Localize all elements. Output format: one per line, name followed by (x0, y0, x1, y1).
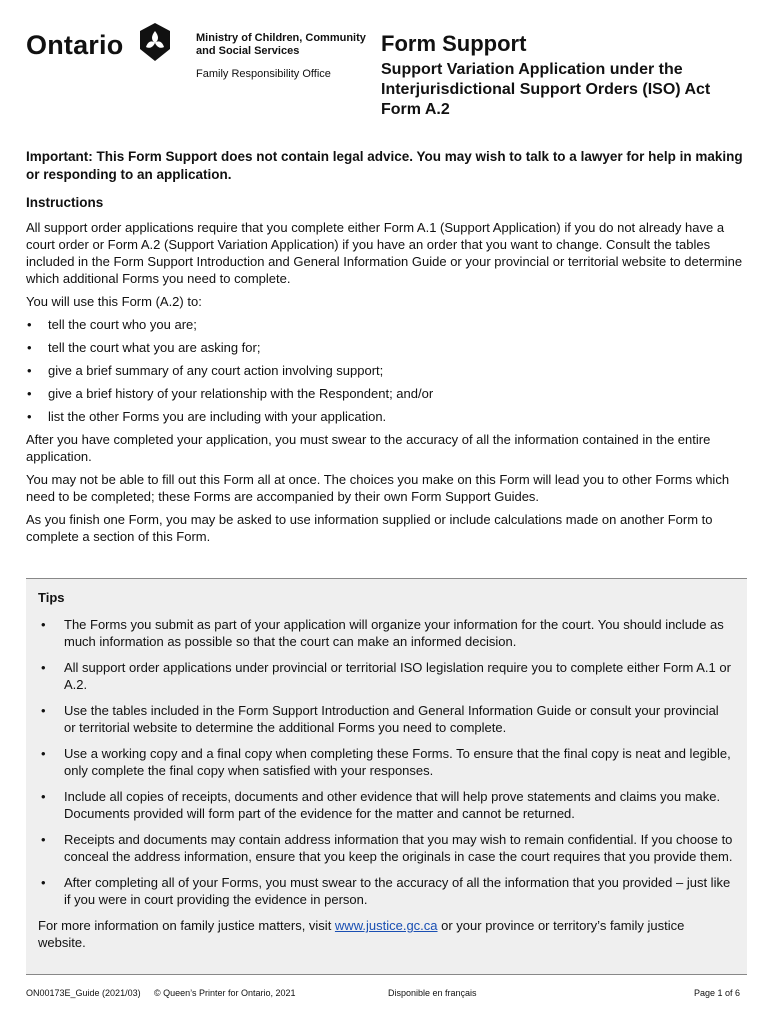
french-availability: Disponible en français (388, 988, 477, 998)
tips-heading: Tips (38, 590, 65, 605)
list-item (26, 408, 746, 425)
list-item-text: list the other Forms you are including with your application. (48, 409, 387, 424)
page-number: Page 1 of 6 (693, 988, 740, 998)
tip-item (38, 874, 733, 908)
bullet: • (27, 363, 32, 378)
tip-text: Use a working copy and a final copy when completing these Forms. To ensure that the final copy is neat and legible, only complete the final copy when satisfied with your responses. (64, 746, 731, 778)
tip-item (38, 831, 733, 865)
list-item (26, 316, 746, 333)
list-item-text: tell the court what you are asking for; (48, 340, 261, 355)
more-info-prefix: For more information on family justice matters, visit (38, 918, 335, 933)
main-content (26, 148, 746, 551)
page-title: Form Support (381, 31, 527, 56)
bullet: • (41, 617, 46, 632)
tip-text: Receipts and documents may contain address information that you may wish to remain confidential. If you choose to conceal the address information, ensure that you keep the originals in case the court requires that you provide them. (64, 832, 733, 864)
list-item-text: give a brief summary of any court action involving support; (48, 363, 384, 378)
bullet: • (41, 789, 46, 804)
instructions-paragraph: You will use this Form (A.2) to: (26, 294, 202, 309)
tip-item (38, 702, 733, 736)
bullet: • (27, 386, 32, 401)
bullet: • (27, 340, 32, 355)
instructions-paragraph: After you have completed your application, you must swear to the accuracy of all the information contained in the entire application. (26, 432, 711, 464)
list-item-text: tell the court who you are; (48, 317, 197, 332)
form-code: ON00173E_Guide (2021/03) (26, 988, 141, 998)
tips-list (38, 616, 733, 908)
list-item (26, 385, 746, 402)
instructions-paragraph: All support order applications require that you complete either Form A.1 (Support Application) if you do not already have a court order or Form A.2 (Support Variation Application) if you have an order that you want to change. Consult the tables included in the Form Support Introduction and General Information Guide or your provincial or territorial website to determine which additional Forms you need to complete. (26, 220, 743, 286)
instructions-paragraph: As you finish one Form, you may be asked to use information supplied or include calculations made on another Form to complete a section of this Form. (26, 512, 713, 544)
instructions-heading: Instructions (26, 195, 104, 210)
tip-text: All support order applications under provincial or territorial ISO legislation require you to complete either Form A.1 or A.2. (64, 660, 731, 692)
list-item-text: give a brief history of your relationship with the Respondent; and/or (48, 386, 434, 401)
document-header (0, 0, 770, 140)
bullet: • (41, 875, 46, 890)
list-item (26, 339, 746, 356)
tip-text: Include all copies of receipts, documents and other evidence that will help prove statements and claims you make. Documents provided will form part of the evidence for the matter and cannot be returned. (64, 789, 721, 821)
page-subtitle: Support Variation Application under the Interjurisdictional Support Orders (ISO) Act Form A.2 (381, 61, 711, 118)
uses-list (26, 316, 746, 425)
office-name: Family Responsibility Office (196, 68, 331, 80)
tip-item (38, 659, 733, 693)
bullet: • (41, 746, 46, 761)
important-notice: Important: This Form Support does not contain legal advice. You may wish to talk to a lawyer for help in making or responding to an application. (26, 149, 743, 182)
ontario-logo-text: Ontario (26, 30, 124, 60)
ministry-name: Ministry of Children, Community and Social Services (196, 32, 366, 57)
list-item (26, 362, 746, 379)
tip-item (38, 745, 733, 779)
tip-item (38, 788, 733, 822)
tip-text: Use the tables included in the Form Support Introduction and General Information Guide or consult your provincial or territorial website to determine the additional Forms you need to complete. (64, 703, 719, 735)
bullet: • (27, 317, 32, 332)
tip-text: After completing all of your Forms, you must swear to the accuracy of all the information that you provided – just like if you were in court providing the evidence in person. (64, 875, 731, 907)
ontario-trillium-logo-icon (137, 22, 173, 62)
copyright-notice: © Queen’s Printer for Ontario, 2021 (154, 988, 296, 998)
tip-item (38, 616, 733, 650)
bullet: • (41, 832, 46, 847)
tips-box (26, 578, 747, 975)
tip-text: The Forms you submit as part of your application will organize your information for the court. You should include as much information as possible so that the court can make an informed decision. (64, 617, 724, 649)
bullet: • (41, 703, 46, 718)
instructions-paragraph: You may not be able to fill out this Form all at once. The choices you make on this Form will lead you to other Forms which need to be completed; these Forms are accompanied by their own Form Support Guides. (26, 472, 730, 504)
bullet: • (27, 409, 32, 424)
bullet: • (41, 660, 46, 675)
justice-website-link[interactable]: www.justice.gc.ca (334, 918, 438, 933)
more-info-text (38, 917, 733, 951)
more-info-suffix: or your province or territory’s family justice website. (38, 918, 685, 950)
